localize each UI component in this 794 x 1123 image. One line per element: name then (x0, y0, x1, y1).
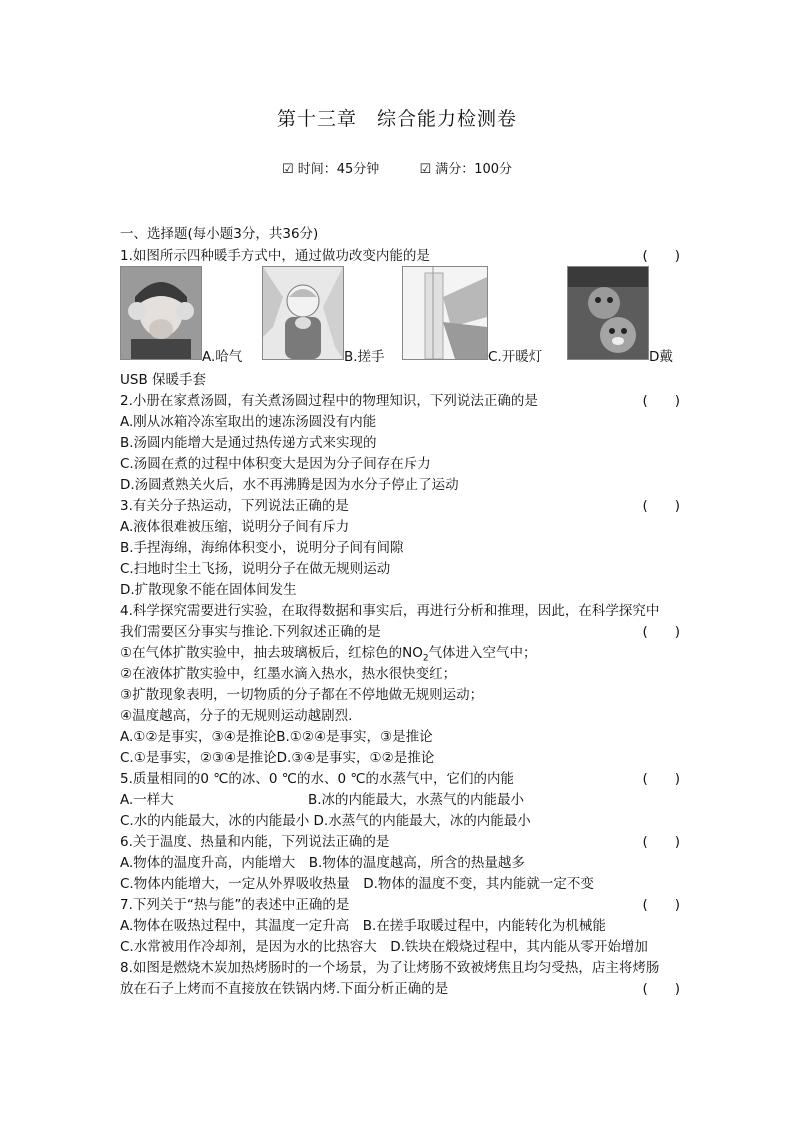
full-score: ☑ 满分：100分 (419, 162, 513, 177)
answer-paren: ( ) (642, 393, 680, 409)
q8-stem-line1: 8.如图是燃烧木炭加热烤肠时的一个场景，为了让烤肠不致被烤焦且均匀受热，店主将烤肠 (120, 960, 660, 976)
page-title: 第十三章 综合能力检测卷 (276, 108, 517, 130)
q4-options-ab: A.①②是事实，③④是推论B.①②④是事实，③是推论 (120, 729, 433, 745)
time-limit: ☑ 时间：45分钟 (281, 162, 380, 177)
q4-statement-3: ③扩散现象表明，一切物质的分子都在不停地做无规则运动； (120, 687, 484, 703)
photo-rubbing-hands (262, 266, 344, 360)
q3-option-b: B.手捏海绵，海绵体积变小，说明分子间有间隙 (120, 540, 404, 556)
answer-paren: ( ) (642, 981, 680, 997)
section-heading: 一、选择题(每小题3分，共36分) (120, 226, 319, 242)
q6-options-ab: A.物体的温度升高，内能增大 B.物体的温度越高，所含的热量越多 (120, 855, 525, 871)
q4-statement-1: ①在气体扩散实验中，抽去玻璃板后，红棕色的$NO_2$气体进入空气中； (120, 645, 537, 664)
q8-stem-line2: 放在石子上烤而不直接放在铁锅内烤.下面分析正确的是 ( ) (120, 977, 680, 997)
photo-heat-lamp (402, 266, 488, 360)
answer-paren: ( ) (642, 248, 680, 264)
exam-meta (0, 158, 794, 177)
q6-stem: 6.关于温度、热量和内能，下列说法正确的是 ( ) (120, 830, 680, 850)
answer-paren: ( ) (642, 897, 680, 913)
answer-paren: ( ) (642, 498, 680, 514)
photo-blowing-hands (120, 266, 202, 360)
q5-option-b: B.冰的内能最大，水蒸气的内能最小 (308, 792, 525, 808)
q3-option-a: A.液体很难被压缩，说明分子间有斥力 (120, 519, 350, 535)
q1-option-b: B.搓手 (344, 349, 385, 365)
q2-stem: 2.小册在家煮汤圆，有关煮汤圆过程中的物理知识，下列说法正确的是 ( ) (120, 389, 680, 409)
q3-stem: 3.有关分子热运动，下列说法正确的是 ( ) (120, 494, 680, 514)
q3-option-d: D.扩散现象不能在固体间发生 (120, 582, 297, 598)
answer-paren: ( ) (642, 771, 680, 787)
q4-statement-2: ②在液体扩散实验中，红墨水滴入热水，热水很快变红； (120, 666, 457, 682)
q1-option-d-wrap: USB 保暖手套 (120, 372, 207, 388)
q5-stem: 5.质量相同的0 ℃的冰、0 ℃的水、0 ℃的水蒸气中，它们的内能 ( ) (120, 767, 680, 787)
q2-option-c: C.汤圆在煮的过程中体积变大是因为分子间存在斥力 (120, 456, 431, 472)
q7-options-ab: A.物体在吸热过程中，其温度一定升高 B.在搓手取暖过程中，内能转化为机械能 (120, 918, 606, 934)
answer-paren: ( ) (642, 834, 680, 850)
q6-options-cd: C.物体内能增大，一定从外界吸收热量 D.物体的温度不变，其内能就一定不变 (120, 876, 594, 892)
q7-stem: 7.下列关于“热与能”的表述中正确的是 ( ) (120, 893, 680, 913)
q2-option-a: A.刚从冰箱冷冻室取出的速冻汤圆没有内能 (120, 414, 377, 430)
q7-options-cd: C.水常被用作冷却剂，是因为水的比热容大 D.铁块在煅烧过程中，其内能从零开始增加 (120, 939, 648, 955)
q2-option-b: B.汤圆内能增大是通过热传递方式来实现的 (120, 435, 377, 451)
q3-option-c: C.扫地时尘土飞扬，说明分子在做无规则运动 (120, 561, 391, 577)
q5-option-a: A.一样大 (120, 792, 174, 808)
q1-option-a: A.哈气 (202, 349, 243, 365)
q5-options-ab (120, 788, 680, 808)
photo-usb-gloves (567, 266, 649, 360)
answer-paren: ( ) (642, 624, 680, 640)
q5-options-cd: C.水的内能最大，冰的内能最小 D.水蒸气的内能最大，冰的内能最小 (120, 813, 531, 829)
q4-options-cd: C.①是事实，②③④是推论D.③④是事实，①②是推论 (120, 750, 435, 766)
q4-stem-line2: 我们需要区分事实与推论.下列叙述正确的是 ( ) (120, 620, 680, 640)
q2-option-d: D.汤圆煮熟关火后，水不再沸腾是因为水分子停止了运动 (120, 477, 459, 493)
q1-stem: 1.如图所示四种暖手方式中，通过做功改变内能的是 ( ) (120, 244, 680, 264)
q1-option-c: C.开暖灯 (488, 349, 543, 365)
q4-statement-4: ④温度越高，分子的无规则运动越剧烈. (120, 708, 353, 724)
q1-option-d: D戴 (649, 349, 673, 365)
q4-stem-line1: 4.科学探究需要进行实验，在取得数据和事实后，再进行分析和推理，因此，在科学探究中 (120, 603, 660, 619)
